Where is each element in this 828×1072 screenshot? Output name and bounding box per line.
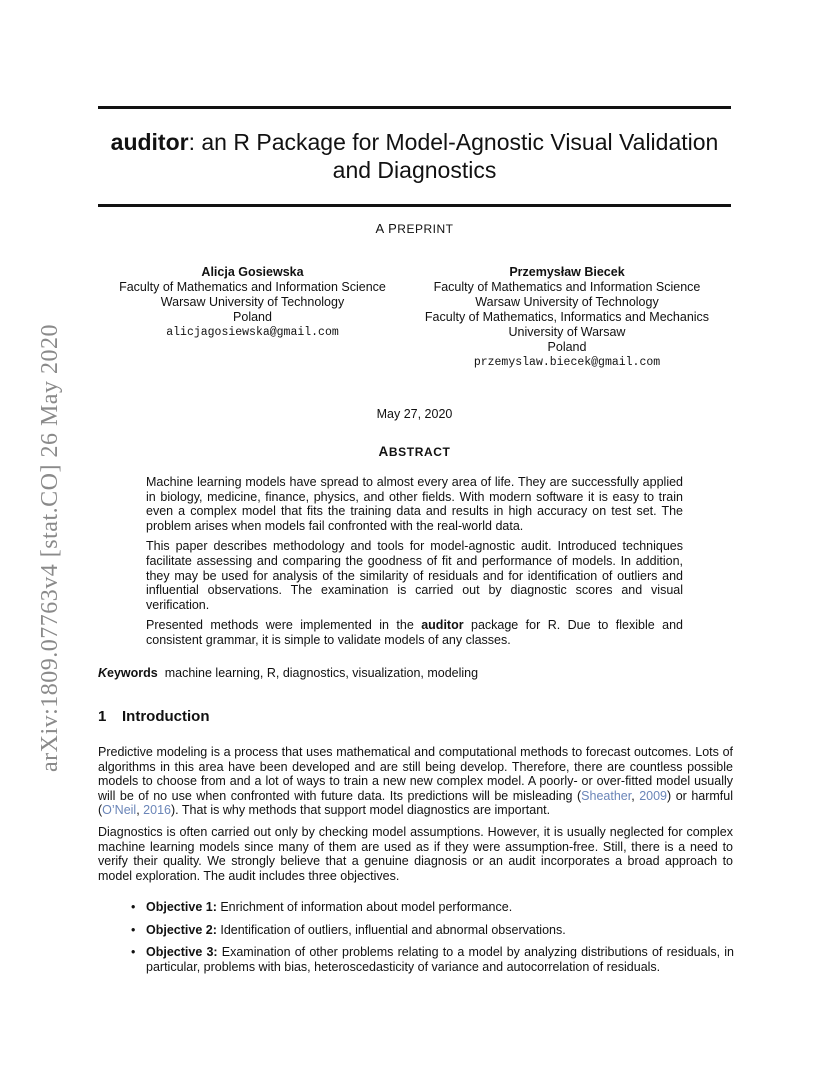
- title-rule-top: [98, 106, 731, 109]
- author-affiliation: Warsaw University of Technology: [475, 295, 659, 309]
- author-name: Przemysław Biecek: [509, 265, 625, 279]
- package-name: auditor: [110, 129, 189, 155]
- bullet-icon: •: [131, 922, 136, 937]
- author-affiliation: Faculty of Mathematics and Information Science: [119, 280, 386, 294]
- bullet-icon: •: [131, 900, 136, 914]
- author-affiliation: Poland: [547, 340, 587, 354]
- objective-label: Objective 2:: [146, 922, 217, 937]
- paper-title: [98, 128, 731, 184]
- arxiv-watermark: arXiv:1809.07763v4 [stat.CO] 26 May 2020: [37, 324, 63, 772]
- author-block: [411, 265, 723, 371]
- keywords-line: Keywords machine learning, R, diagnostics, visualization, modeling: [98, 666, 479, 680]
- citation-link[interactable]: 2016: [143, 803, 171, 818]
- objective-label: Objective 1:: [146, 900, 217, 914]
- objective-label: Objective 3:: [146, 945, 218, 960]
- author-block: [100, 265, 405, 341]
- title-line2: and Diagnostics: [332, 157, 497, 183]
- author-email[interactable]: alicjagosiewska@gmail.com: [166, 326, 339, 339]
- abstract-paragraph: Machine learning models have spread to almost every area of life. They are successfully applied in biology, medicine, finance, physics, and other fields. With modern software it is easy to train even a complex model that fits the training data and results in high accuracy on test set. The problem arises when models fail confronted with the real-world data.: [146, 475, 683, 533]
- intro-body: [98, 745, 733, 890]
- abstract-paragraph: Presented methods were implemented in the auditor package for R. Due to flexible and consistent grammar, it is simple to validate models of any classes.: [146, 618, 683, 647]
- abstract-heading: ABSTRACT: [378, 444, 451, 459]
- section-number: 1: [98, 708, 107, 725]
- objective-text: Enrichment of information about model performance.: [216, 900, 513, 914]
- body-paragraph: Diagnostics is often carried out only by checking model assumptions. However, it is usually neglected for complex machine learning models since many of them are used as if they were assumption-free. Still, there is a need to verify their quality. We strongly believe that a genuine diagnosis or an audit incorporates a broad approach to model exploration. The audit includes three objectives.: [98, 824, 733, 883]
- section-heading: [98, 708, 209, 725]
- body-paragraph: Predictive modeling is a process that uses mathematical and computational methods to forecast outcomes. Lots of algorithms in this area have been developed and are still being develop. Therefore, there are countless possible models to choose from and a lot of ways to train a new new complex model. A poorly- or over-fitted model usually will be of no use when confronted with future data. Its predictions will be misleading (Sheather, 2009) or harmful (O’Neil, 2016). That is why methods that support model diagnostics are important.: [98, 745, 733, 818]
- abstract-body: [146, 475, 683, 654]
- author-affiliation: Poland: [233, 310, 272, 324]
- author-email[interactable]: przemyslaw.biecek@gmail.com: [473, 356, 661, 369]
- author-affiliation: Faculty of Mathematics, Informatics and Mechanics: [424, 310, 710, 324]
- package-name: auditor: [421, 618, 464, 633]
- list-item: [131, 945, 734, 974]
- list-item: [131, 923, 734, 938]
- objective-text: Identification of outliers, influential and abnormal observations.: [216, 922, 566, 937]
- bullet-icon: •: [131, 945, 136, 960]
- paper-date: May 27, 2020: [376, 407, 453, 421]
- author-affiliation: Warsaw University of Technology: [160, 295, 345, 309]
- citation-link[interactable]: 2009: [639, 788, 668, 803]
- keywords-text: machine learning, R, diagnostics, visualization, modeling: [164, 666, 479, 680]
- objective-text: Examination of other problems relating to a model by analyzing distributions of residuals, in particular, problems with bias, heteroscedasticity of variance and autocorrelation of residuals.: [146, 945, 734, 974]
- list-item: [131, 900, 734, 915]
- citation-link[interactable]: O’Neil: [102, 803, 137, 818]
- objectives-list: [131, 900, 734, 982]
- author-affiliation: University of Warsaw: [508, 325, 626, 339]
- preprint-label: A PREPRINT: [375, 221, 454, 236]
- author-name: Alicja Gosiewska: [201, 265, 304, 279]
- section-title: Introduction: [122, 708, 210, 725]
- abstract-paragraph: This paper describes methodology and tools for model-agnostic audit. Introduced techniques facilitate assessing and comparing the goodness of fit and performance of models. In addition, they may be used for analysis of the similarity of residuals and for identification of outliers and influential observations. The examination is carried out by diagnostic scores and visual verification.: [146, 539, 683, 612]
- citation-link[interactable]: Sheather: [581, 788, 632, 803]
- title-rule-bottom: [98, 204, 731, 207]
- title-line1: : an R Package for Model-Agnostic Visual Validation: [188, 129, 719, 155]
- author-affiliation: Faculty of Mathematics and Information Science: [433, 280, 701, 294]
